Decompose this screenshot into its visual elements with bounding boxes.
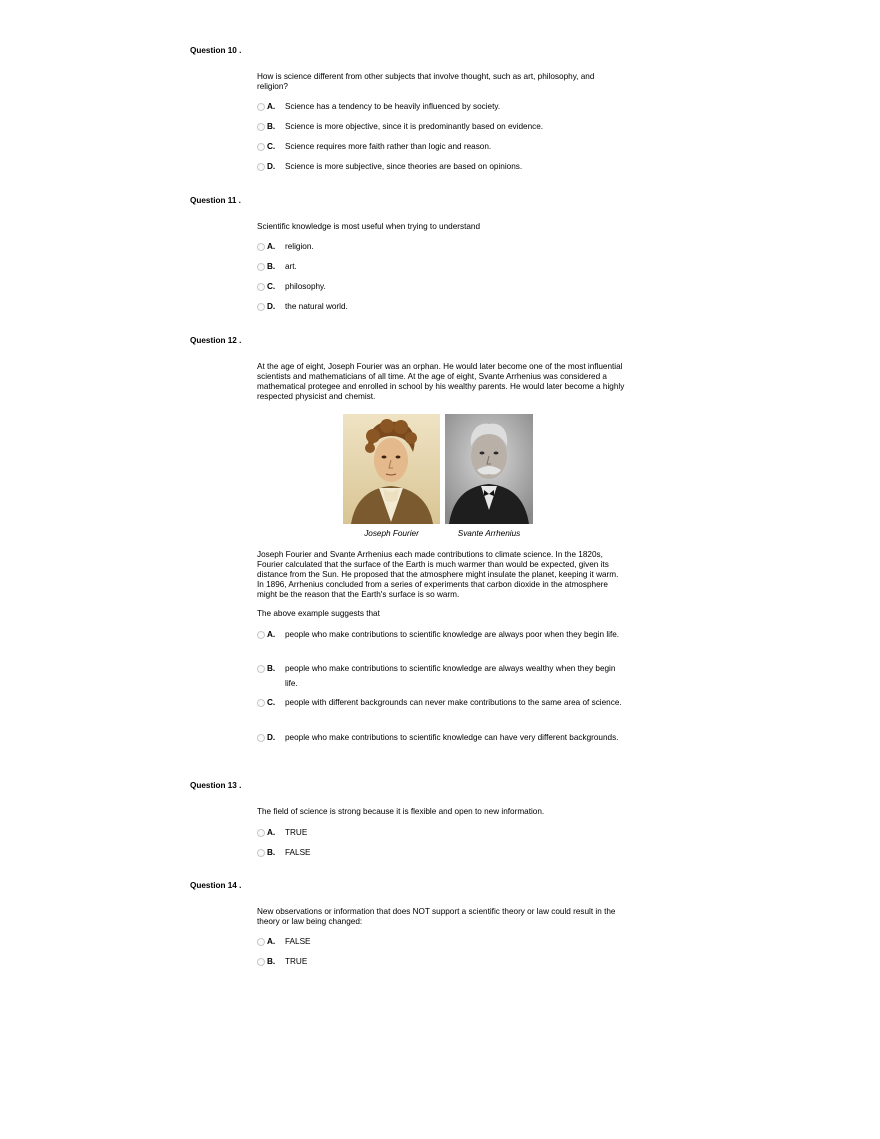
option-letter: D. — [267, 733, 276, 742]
option-text: religion. — [285, 242, 314, 251]
option-letter: B. — [267, 848, 276, 857]
question-11-option-c[interactable] — [257, 282, 627, 296]
option-text: the natural world. — [285, 302, 348, 311]
option-text: TRUE — [285, 828, 308, 837]
option-letter: A. — [267, 630, 276, 639]
question-11-option-b[interactable] — [257, 262, 627, 276]
question-13-option-b[interactable] — [257, 848, 627, 862]
radio-button[interactable] — [257, 734, 265, 742]
option-letter: C. — [267, 142, 276, 151]
question-11-option-d[interactable] — [257, 302, 627, 316]
question-11-title: Question 11 . — [190, 196, 241, 205]
question-12-option-c[interactable] — [257, 698, 627, 728]
radio-button[interactable] — [257, 263, 265, 271]
question-10-option-a[interactable] — [257, 102, 627, 116]
radio-button[interactable] — [257, 665, 265, 673]
option-text: FALSE — [285, 848, 311, 857]
radio-button[interactable] — [257, 103, 265, 111]
option-letter: C. — [267, 698, 276, 707]
caption-fourier: Joseph Fourier — [364, 529, 419, 538]
radio-button[interactable] — [257, 123, 265, 131]
option-text: Science has a tendency to be heavily influenced by society. — [285, 102, 501, 111]
option-text: FALSE — [285, 937, 311, 946]
question-10-option-b[interactable] — [257, 122, 627, 136]
option-text: people who make contributions to scientific knowledge are always wealthy when they begin life. — [285, 664, 616, 688]
question-10-title: Question 10 . — [190, 46, 242, 55]
option-text: Science requires more faith rather than logic and reason. — [285, 142, 492, 151]
radio-button[interactable] — [257, 958, 265, 966]
question-12-option-d[interactable] — [257, 733, 627, 763]
option-text: philosophy. — [285, 282, 326, 291]
option-letter: D. — [267, 302, 276, 311]
option-text: people with different backgrounds can never make contributions to the same area of science. — [285, 698, 622, 707]
option-text: TRUE — [285, 957, 308, 966]
question-10-option-c[interactable] — [257, 142, 627, 156]
question-11-option-a[interactable] — [257, 242, 627, 256]
question-13-option-a[interactable] — [257, 828, 627, 842]
question-10-stem: How is science different from other subjects that involve thought, such as art, philosophy, and religion? — [257, 72, 595, 91]
option-text: art. — [285, 262, 297, 271]
radio-button[interactable] — [257, 303, 265, 311]
radio-button[interactable] — [257, 938, 265, 946]
option-letter: C. — [267, 282, 276, 291]
question-14-stem: New observations or information that does NOT support a scientific theory or law could result in the theory or law being changed: — [257, 907, 616, 926]
question-14-option-b[interactable] — [257, 957, 627, 971]
option-text: Science is more subjective, since theories are based on opinions. — [285, 162, 523, 171]
joseph-fourier-portrait — [343, 414, 440, 524]
option-letter: B. — [267, 957, 276, 966]
question-14-title: Question 14 . — [190, 881, 242, 890]
option-text: Science is more objective, since it is predominantly based on evidence. — [285, 122, 544, 131]
option-letter: A. — [267, 828, 276, 837]
radio-button[interactable] — [257, 829, 265, 837]
caption-arrhenius: Svante Arrhenius — [457, 529, 521, 538]
radio-button[interactable] — [257, 243, 265, 251]
radio-button[interactable] — [257, 631, 265, 639]
question-12-passage: Joseph Fourier and Svante Arrhenius each made contributions to climate science. In the 1820s, Fourier calculated that the surface of the Earth is much warmer than would be expected, given its distance from the Sun. He proposed that the atmosphere might insulate the planet, keeping it warm. In 1896, Arrhenius concluded from a series of experiments that carbon dioxide in the atmosphere might be the reason that the Earth's surface is so warm. — [257, 550, 619, 599]
question-12-stem: At the age of eight, Joseph Fourier was an orphan. He would later become one of the most influential scientists and mathematicians of all time. At the age of eight, Svante Arrhenius was considered a mathematical protegee and enrolled in school by his wealthy parents. He would later become a highly respected physicist and chemist. — [257, 362, 625, 401]
question-10-option-d[interactable] — [257, 162, 627, 176]
option-letter: B. — [267, 664, 276, 673]
radio-button[interactable] — [257, 699, 265, 707]
option-letter: A. — [267, 242, 276, 251]
option-text: people who make contributions to scientific knowledge are always poor when they begin life. — [285, 630, 620, 639]
radio-button[interactable] — [257, 163, 265, 171]
question-13-stem: The field of science is strong because it is flexible and open to new information. — [257, 807, 545, 816]
option-letter: D. — [267, 162, 276, 171]
option-letter: B. — [267, 262, 276, 271]
question-13-title: Question 13 . — [190, 781, 242, 790]
svante-arrhenius-portrait — [445, 414, 533, 524]
question-12-title: Question 12 . — [190, 336, 242, 345]
question-12-option-a[interactable] — [257, 630, 627, 660]
option-text: people who make contributions to scientific knowledge can have very different backgrounds. — [285, 733, 619, 742]
question-11-stem: Scientific knowledge is most useful when trying to understand — [257, 222, 481, 231]
question-14-option-a[interactable] — [257, 937, 627, 951]
radio-button[interactable] — [257, 283, 265, 291]
question-12-prompt: The above example suggests that — [257, 609, 380, 618]
radio-button[interactable] — [257, 849, 265, 857]
question-12-option-b[interactable] — [257, 664, 627, 694]
option-letter: A. — [267, 102, 276, 111]
option-letter: B. — [267, 122, 276, 131]
option-letter: A. — [267, 937, 276, 946]
radio-button[interactable] — [257, 143, 265, 151]
